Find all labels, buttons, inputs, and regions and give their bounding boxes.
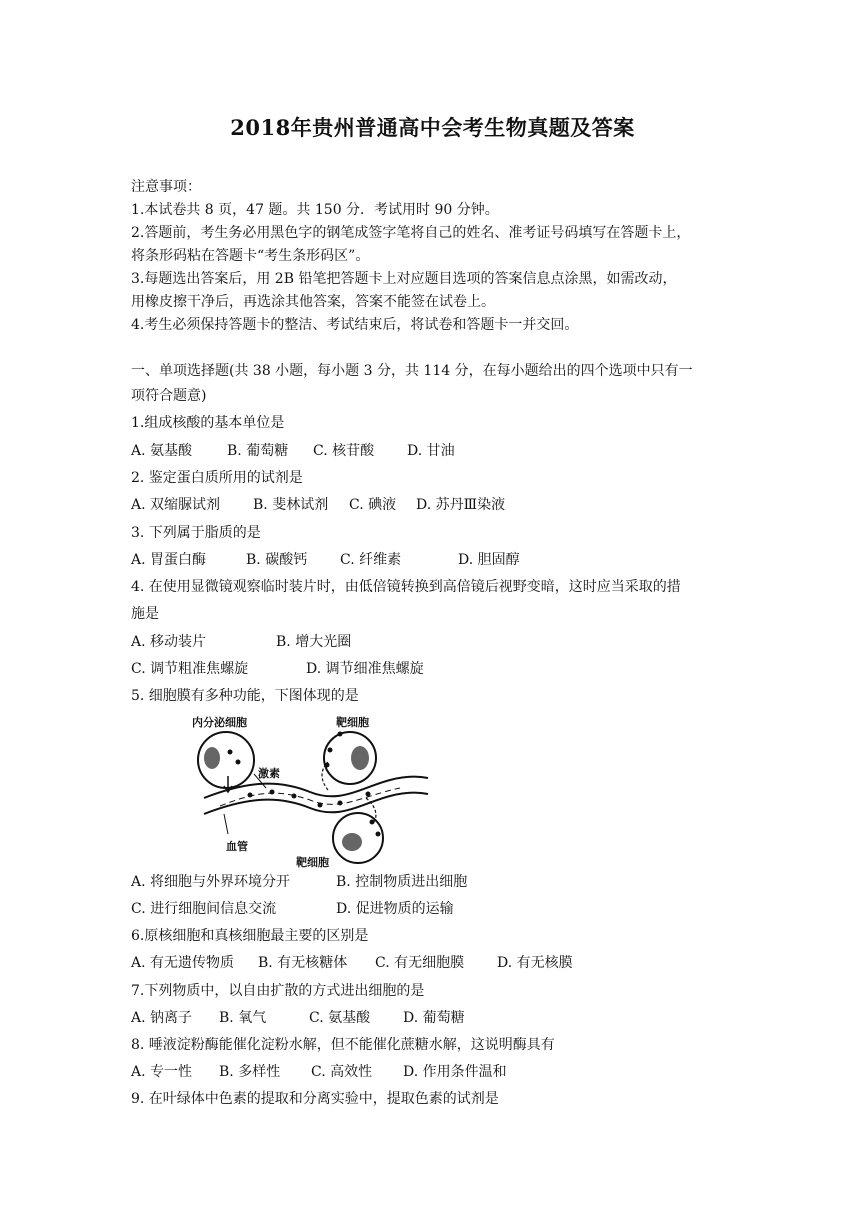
target-nucleus-bottom [342,833,362,851]
option: B. 碳酸钙 [246,552,308,568]
option: C. 氨基酸 [309,1010,371,1026]
section-heading: 一、单项选择题(共 38 小题，每小题 3 分，共 114 分，在每小题给出的四个选项中只有一 [131,363,693,379]
question-options [131,442,455,460]
option: A. 双缩脲试剂 [131,497,221,513]
figure-label-target-top: 靶细胞 [336,716,369,729]
section-heading-cont: 项符合题意) [131,388,207,404]
hormone-dot [248,793,253,798]
option: D. 苏丹Ⅲ染液 [416,497,506,513]
notice-item: 3.每题选出答案后，用 2B 铅笔把答题卡上对应题目选项的答案信息点涂黑，如需改动， [131,271,677,287]
receptor-dot [370,820,375,825]
receptor-dot [328,748,333,753]
option: C. 碘液 [349,497,397,513]
question-stem-cont: 施是 [131,606,159,622]
option: C. 调节粗准焦螺旋 [131,661,249,677]
notice-heading: 注意事项： [131,179,201,195]
notice-item: 4.考生必须保持答题卡的整洁、考试结束后，将试卷和答题卡一并交回。 [131,317,579,333]
figure-label-hormone: 激素 [258,767,280,780]
receptor-dot [338,732,343,737]
hormone-dot [366,792,371,797]
notice-item: 将条形码粘在答题卡“考生条形码区”。 [131,248,370,264]
option: D. 甘油 [407,443,455,459]
vessel-wall-bottom [204,793,428,814]
page-title: 2018年贵州普通高中会考生物真题及答案 [230,115,635,140]
question-options [131,1063,507,1081]
option: C. 核苷酸 [313,443,375,459]
question-stem: 8. 唾液淀粉酶能催化淀粉水解，但不能催化蔗糖水解，这说明酶具有 [131,1037,555,1053]
option: B. 增大光圈 [276,634,352,650]
figure-label-endocrine: 内分泌细胞 [192,716,247,729]
cell-signaling-figure [190,710,440,870]
question-options [131,1009,465,1027]
question-stem: 2. 鉴定蛋白质所用的试剂是 [131,470,303,486]
option: B. 有无核糖体 [258,955,348,971]
option: B. 控制物质进出细胞 [336,874,468,890]
option: B. 多样性 [219,1064,281,1080]
hormone-dot [236,760,241,765]
question-options [131,873,467,891]
question-options [131,496,505,514]
question-stem: 4. 在使用显微镜观察临时装片时，由低倍镜转换到高倍镜后视野变暗，这时应当采取的措 [131,579,681,595]
notice-item: 1.本试卷共 8 页，47 题。共 150 分．考试用时 90 分钟。 [131,202,499,218]
question-options [131,633,351,651]
question-stem: 6.原核细胞和真核细胞最主要的区别是 [131,928,369,944]
notice-item: 2.答题前，考生务必用黑色字的钢笔成签字笔将自己的姓名、准考证号码填写在答题卡上， [131,225,691,241]
target-nucleus-top [351,746,369,770]
option: D. 葡萄糖 [403,1010,465,1026]
endocrine-nucleus [204,747,220,769]
option: D. 作用条件温和 [403,1064,507,1080]
option: A. 钠离子 [131,1010,193,1026]
question-options [131,660,424,678]
question-stem: 1.组成核酸的基本单位是 [131,415,285,431]
option: C. 高效性 [311,1064,373,1080]
option: B. 斐林试剂 [253,497,329,513]
option: D. 胆固醇 [458,552,520,568]
question-stem: 5. 细胞膜有多种功能，下图体现的是 [131,688,359,704]
option: D. 调节细准焦螺旋 [306,661,424,677]
question-stem: 7.下列物质中，以自由扩散的方式进出细胞的是 [131,983,425,999]
option: D. 有无核膜 [497,955,573,971]
question-options [131,551,520,569]
notice-item: 用橡皮擦干净后，再选涂其他答案，答案不能签在试卷上。 [131,294,495,310]
hormone-dot [270,790,275,795]
receptor-dot [376,832,381,837]
option: A. 将细胞与外界环境分开 [131,874,291,890]
option: A. 移动装片 [131,634,207,650]
option: A. 有无遗传物质 [131,955,235,971]
hormone-dot [228,750,233,755]
option: B. 葡萄糖 [227,443,289,459]
hormone-dot [292,794,297,799]
hormone-dot [338,801,343,806]
option: B. 氧气 [219,1010,267,1026]
question-options [131,954,573,972]
question-options [131,900,454,918]
option: C. 进行细胞间信息交流 [131,901,277,917]
option: A. 氨基酸 [131,443,193,459]
option: C. 有无细胞膜 [375,955,465,971]
option: A. 胃蛋白酶 [131,552,207,568]
figure-label-target-bottom: 靶细胞 [296,856,329,869]
option: D. 促进物质的运输 [336,901,454,917]
vessel-wall-inner [220,788,400,806]
option: A. 专一性 [131,1064,193,1080]
figure-label-vessel: 血管 [226,840,248,853]
question-stem: 9. 在叶绿体中色素的提取和分离实验中，提取色素的试剂是 [131,1091,499,1107]
hormone-dot [318,803,323,808]
option: C. 纤维素 [340,552,402,568]
vessel-pointer [224,814,228,834]
question-stem: 3. 下列属于脂质的是 [131,525,261,541]
